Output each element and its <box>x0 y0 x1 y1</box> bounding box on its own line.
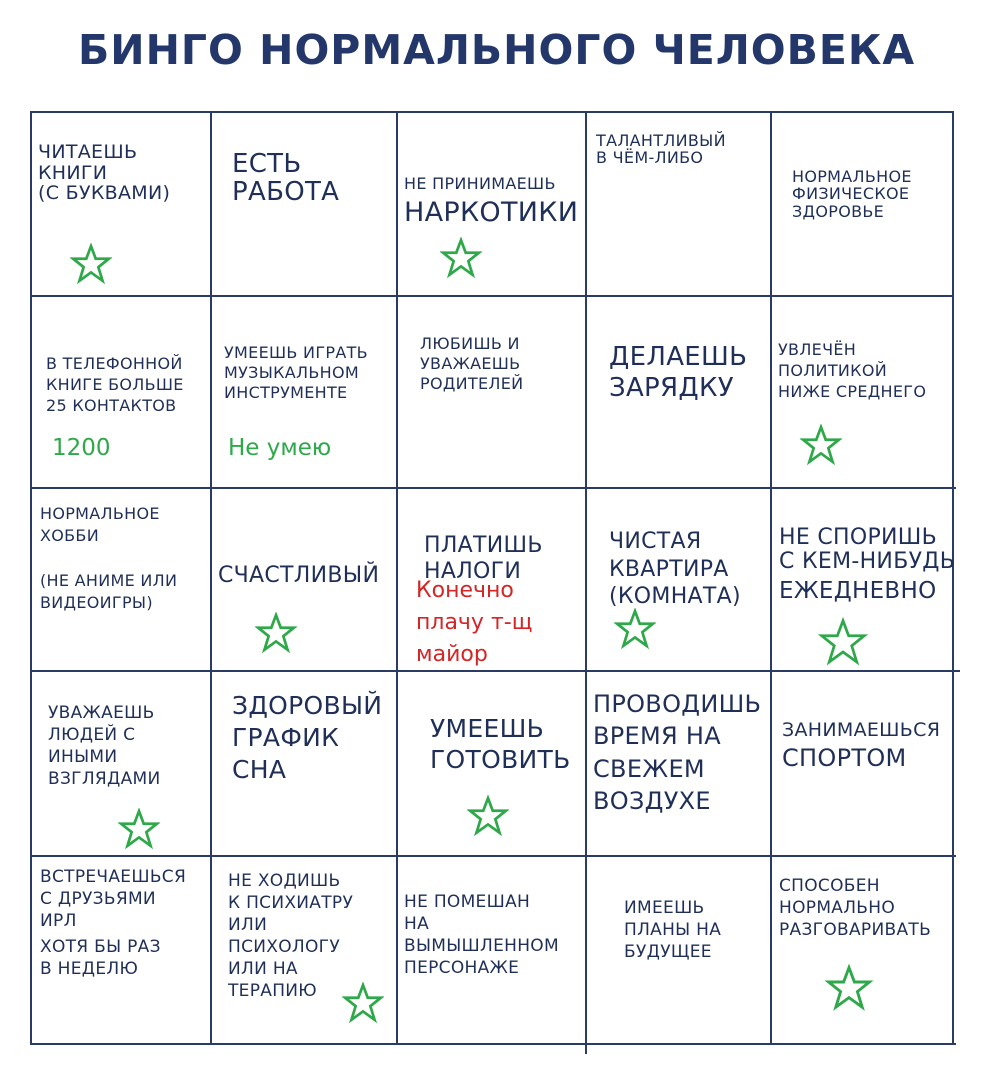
grid-line-row-1 <box>30 295 952 297</box>
cell-normal-hobby: НОРМАЛЬНОЕ ХОББИ <box>40 504 160 545</box>
cell-does-exercise: ДЕЛАЕШЬ ЗАРЯДКУ <box>609 342 748 403</box>
page-title: БИНГО НОРМАЛЬНОГО ЧЕЛОВЕКА <box>78 26 916 74</box>
cell-no-arguing-line2: ЕЖЕДНЕВНО <box>779 578 937 604</box>
cell-phone-contacts: В ТЕЛЕФОННОЙ КНИГЕ БОЛЬШЕ 25 КОНТАКТОВ <box>46 354 184 415</box>
cell-healthy-sleep: ЗДОРОВЫЙ ГРАФИК СНА <box>232 691 383 784</box>
cell-respects-people: УВАЖАЕШЬ ЛЮДЕЙ С ИНЫМИ ВЗГЛЯДАМИ <box>48 703 161 790</box>
cell-meets-friends-note: ХОТЯ БЫ РАЗ В НЕДЕЛЮ <box>40 937 161 980</box>
cell-can-talk: СПОСОБЕН НОРМАЛЬНО РАЗГОВАРИВАТЬ <box>779 876 932 941</box>
cell-no-drugs-line2: НАРКОТИКИ <box>404 197 579 228</box>
star-icon <box>70 243 112 285</box>
cell-reads-books: ЧИТАЕШЬ КНИГИ (С БУКВАМИ) <box>38 141 171 205</box>
grid-line-col-1 <box>210 111 212 1045</box>
note-instrument: Не умею <box>228 435 332 461</box>
note-taxes: Конечно плачу т-щ майор <box>416 578 533 667</box>
cell-has-job: ЕСТЬ РАБОТА <box>232 149 340 208</box>
grid-line-col-3 <box>585 111 587 1054</box>
cell-meets-friends: ВСТРЕЧАЕШЬСЯ С ДРУЗЬЯМИ ИРЛ <box>40 867 187 932</box>
cell-physical-health: НОРМАЛЬНОЕ ФИЗИЧЕСКОЕ ЗДОРОВЬЕ <box>792 167 912 221</box>
star-icon <box>440 237 482 279</box>
grid-line-right <box>952 111 954 1045</box>
grid-line-row-4 <box>30 855 956 857</box>
cell-clean-apartment: ЧИСТАЯ КВАРТИРА (КОМНАТА) <box>609 529 741 609</box>
cell-future-plans: ИМЕЕШЬ ПЛАНЫ НА БУДУЩЕЕ <box>624 898 722 963</box>
star-icon <box>467 795 509 837</box>
note-contacts-count: 1200 <box>52 435 111 461</box>
star-icon <box>800 424 842 466</box>
star-icon <box>815 617 871 667</box>
star-icon <box>342 982 384 1024</box>
cell-happy: СЧАСТЛИВЫЙ <box>218 563 380 588</box>
grid-line-row-2 <box>30 487 956 489</box>
grid-line-bottom <box>30 1043 956 1045</box>
cell-talented: ТАЛАНТЛИВЫЙ В ЧЁМ-ЛИБО <box>596 131 726 168</box>
cell-normal-hobby-note: (НЕ АНИМЕ ИЛИ ВИДЕОИГРЫ) <box>40 571 178 612</box>
star-icon <box>824 964 874 1012</box>
grid-line-col-4 <box>770 111 772 1045</box>
cell-no-drugs-line1: НЕ ПРИНИМАЕШЬ <box>404 174 556 193</box>
star-icon <box>614 608 656 650</box>
grid-line-left <box>30 111 32 1045</box>
cell-no-psychiatrist: НЕ ХОДИШЬ К ПСИХИАТРУ ИЛИ ПСИХОЛОГУ ИЛИ НА ТЕРАПИЮ <box>228 871 354 1002</box>
cell-pays-taxes: ПЛАТИШЬ НАЛОГИ <box>424 533 543 584</box>
cell-can-cook: УМЕЕШЬ ГОТОВИТЬ <box>430 714 571 775</box>
star-icon <box>255 612 297 654</box>
cell-not-obsessed: НЕ ПОМЕШАН НА ВЫМЫШЛЕННОМ ПЕРСОНАЖЕ <box>404 892 559 979</box>
cell-fresh-air: ПРОВОДИШЬ ВРЕМЯ НА СВЕЖЕМ ВОЗДУХЕ <box>593 690 762 816</box>
cell-no-arguing-line1: НЕ СПОРИШЬ С КЕМ-НИБУДЬ <box>779 525 956 574</box>
grid-line-col-2 <box>396 111 398 1045</box>
cell-sports-line2: СПОРТОМ <box>782 744 907 772</box>
cell-plays-instrument: УМЕЕШЬ ИГРАТЬ МУЗЫКАЛЬНОМ ИНСТРУМЕНТЕ <box>224 343 368 402</box>
star-icon <box>118 808 160 850</box>
cell-loves-parents: ЛЮБИШЬ И УВАЖАЕШЬ РОДИТЕЛЕЙ <box>420 334 524 393</box>
cell-sports-line1: ЗАНИМАЕШЬСЯ <box>782 719 941 741</box>
grid-line-top <box>30 111 952 113</box>
cell-politics: УВЛЕЧЁН ПОЛИТИКОЙ НИЖЕ СРЕДНЕГО <box>778 340 927 401</box>
